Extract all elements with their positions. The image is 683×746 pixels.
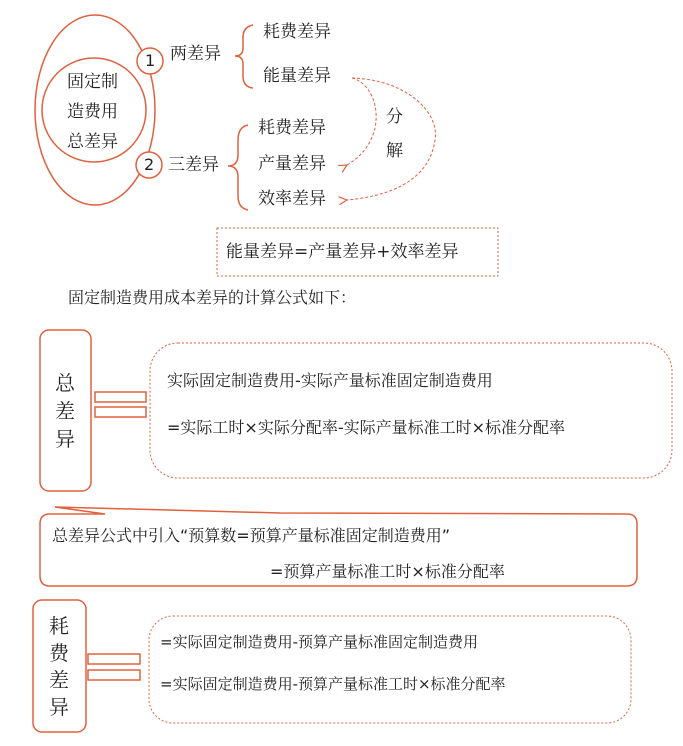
- equals-bar-top-2: [88, 654, 140, 664]
- callout-line2: =预算产量标准工时×标准分配率: [270, 562, 505, 581]
- number-1: 1: [145, 51, 156, 70]
- total-formula-box: [150, 343, 672, 478]
- three-variance-label: 三差异: [168, 155, 219, 175]
- center-line-1: 固定制: [67, 72, 118, 92]
- two-item-energy: 能量差异: [263, 66, 331, 86]
- total-formula-line2: =实际工时×实际分配率-实际产量标准工时×标准分配率: [167, 418, 565, 437]
- two-variance-label: 两差异: [170, 44, 221, 64]
- three-item-efficiency: 效率差异: [258, 189, 326, 209]
- spending-label-3: 差: [49, 668, 69, 692]
- two-item-spending: 耗费差异: [263, 22, 331, 42]
- brace-three: [228, 125, 248, 210]
- center-line-3: 总差异: [67, 132, 118, 152]
- center-line-2: 造费用: [67, 102, 118, 122]
- decompose-arrow-2: [347, 78, 436, 200]
- equals-bar-top: [95, 392, 146, 402]
- spending-label-2: 费: [49, 641, 69, 665]
- total-label-2: 差: [55, 399, 75, 423]
- number-2: 2: [144, 155, 155, 174]
- total-label-1: 总: [55, 371, 75, 395]
- decompose-arrow-1: [347, 78, 376, 165]
- total-formula-line1: 实际固定制造费用-实际产量标准固定制造费用: [167, 371, 493, 390]
- callout-line1: 总差异公式中引入“预算数=预算产量标准固定制造费用”: [52, 526, 450, 545]
- brace-two: [235, 25, 253, 88]
- spending-label-4: 异: [49, 695, 69, 719]
- spending-label-1: 耗: [49, 614, 69, 638]
- equals-bar-bottom: [95, 407, 146, 417]
- energy-formula: 能量差异=产量差异+效率差异: [226, 242, 459, 262]
- spending-formula-line1: =实际固定制造费用-预算产量标准固定制造费用: [160, 633, 478, 651]
- three-item-spending: 耗费差异: [258, 118, 326, 138]
- spending-formula-line2: =实际固定制造费用-预算产量标准工时×标准分配率: [160, 675, 506, 693]
- total-label-3: 异: [55, 427, 75, 451]
- equals-bar-bottom-2: [88, 670, 140, 680]
- intro-text: 固定制造费用成本差异的计算公式如下：: [68, 288, 357, 307]
- decompose-char-2: 解: [386, 141, 403, 161]
- decompose-char-1: 分: [386, 107, 403, 127]
- three-item-output: 产量差异: [258, 154, 326, 174]
